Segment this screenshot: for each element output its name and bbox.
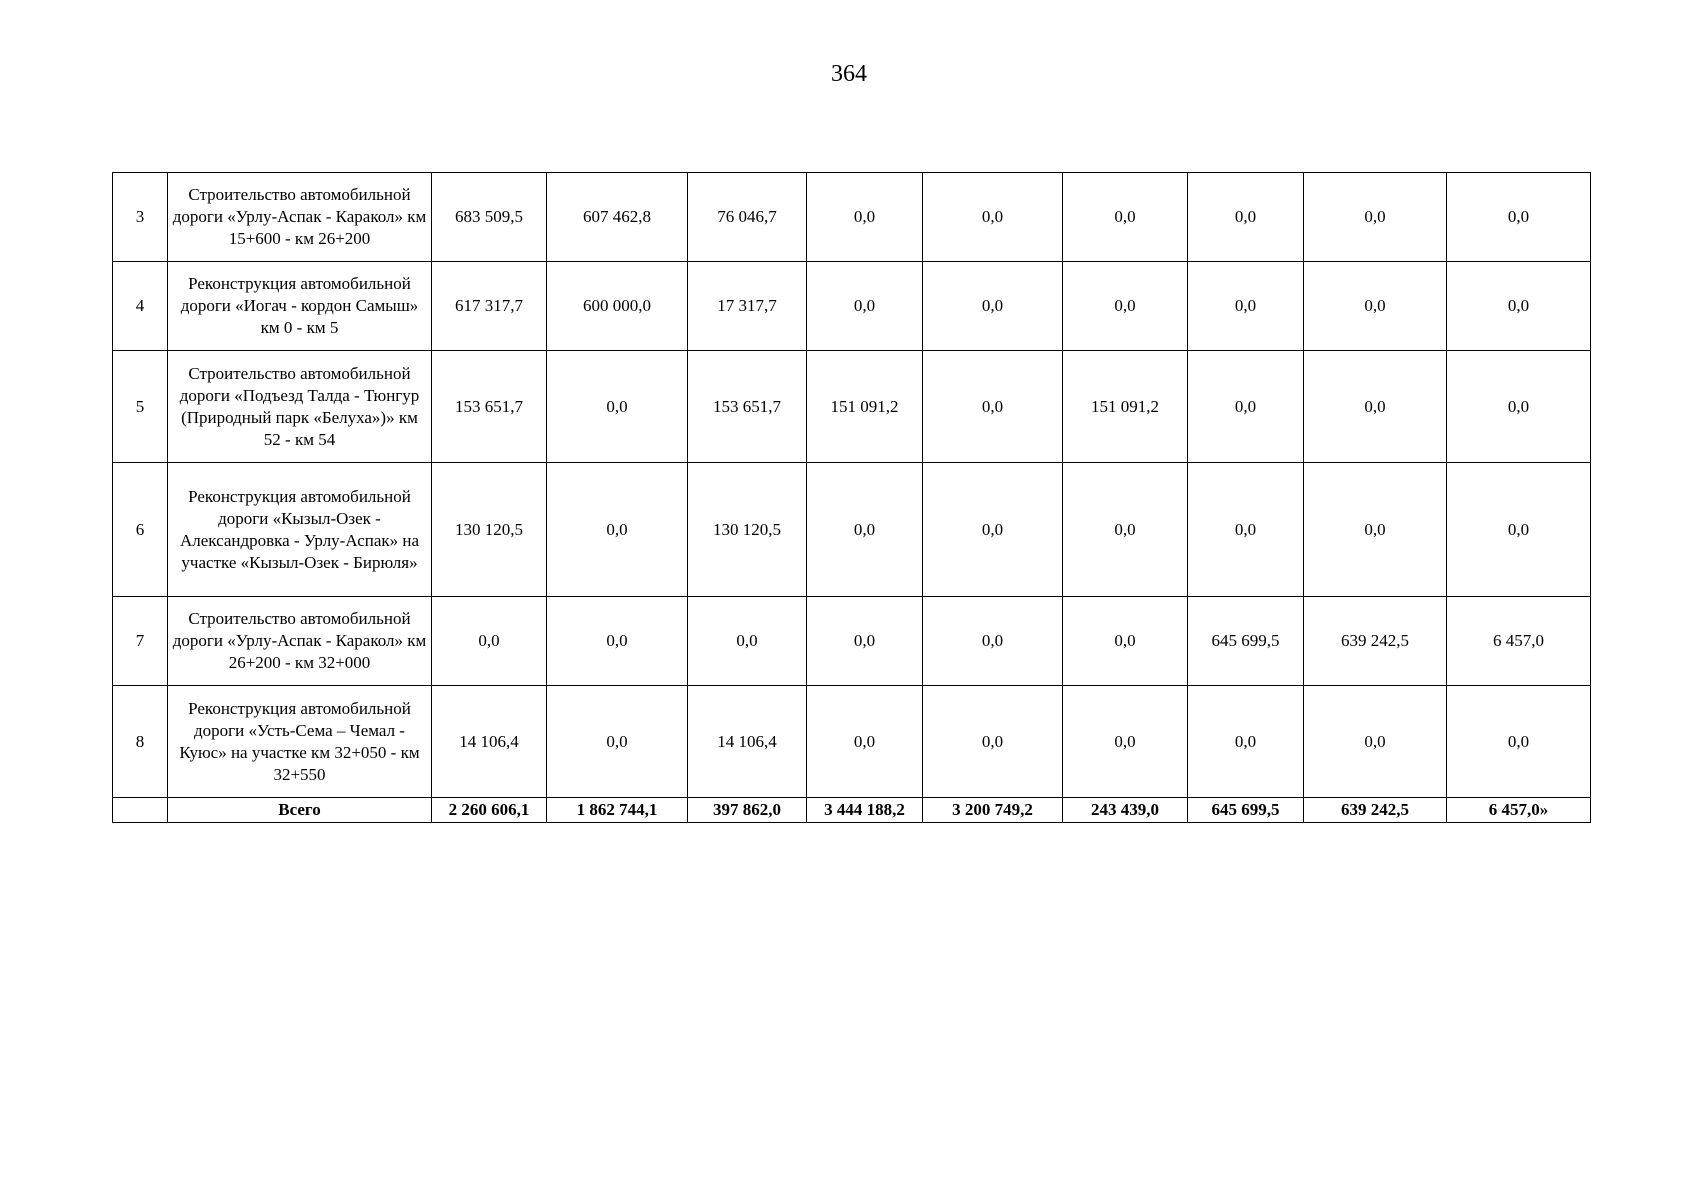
- value-cell: 0,0: [807, 463, 923, 597]
- value-cell: 0,0: [1304, 173, 1447, 262]
- value-cell: 6 457,0: [1447, 597, 1591, 686]
- value-cell: 0,0: [1304, 686, 1447, 798]
- value-cell: 0,0: [807, 597, 923, 686]
- value-cell: 151 091,2: [1063, 351, 1188, 463]
- value-cell: 0,0: [923, 686, 1063, 798]
- value-cell: 0,0: [1447, 463, 1591, 597]
- value-cell: 0,0: [807, 262, 923, 351]
- value-cell: 0,0: [1447, 173, 1591, 262]
- total-value-cell: 3 444 188,2: [807, 798, 923, 823]
- value-cell: 0,0: [547, 463, 688, 597]
- value-cell: 0,0: [688, 597, 807, 686]
- table-row: [113, 173, 1591, 262]
- value-cell: 0,0: [1304, 351, 1447, 463]
- value-cell: 151 091,2: [807, 351, 923, 463]
- value-cell: 0,0: [1447, 686, 1591, 798]
- value-cell: 0,0: [547, 597, 688, 686]
- page-number: 364: [831, 61, 867, 87]
- value-cell: 0,0: [1063, 686, 1188, 798]
- table-row: [113, 262, 1591, 351]
- row-number: 3: [113, 173, 168, 262]
- value-cell: 645 699,5: [1188, 597, 1304, 686]
- value-cell: 0,0: [1063, 262, 1188, 351]
- table-row: [113, 686, 1591, 798]
- value-cell: 0,0: [1188, 463, 1304, 597]
- value-cell: 17 317,7: [688, 262, 807, 351]
- object-name: Строительство автомобильной дороги «Подъезд Талда - Тюнгур (Природный парк «Белуха»)» км 52 - км 54: [168, 351, 432, 463]
- value-cell: 617 317,7: [432, 262, 547, 351]
- value-cell: 0,0: [432, 597, 547, 686]
- value-cell: 0,0: [547, 351, 688, 463]
- row-number: 6: [113, 463, 168, 597]
- value-cell: 0,0: [1188, 351, 1304, 463]
- value-cell: 0,0: [923, 351, 1063, 463]
- table-row: [113, 351, 1591, 463]
- total-value-cell: 6 457,0»: [1447, 798, 1591, 823]
- total-value-cell: 1 862 744,1: [547, 798, 688, 823]
- total-row: [113, 798, 1591, 823]
- total-value-cell: 639 242,5: [1304, 798, 1447, 823]
- object-name: Строительство автомобильной дороги «Урлу-Аспак - Каракол» км 15+600 - км 26+200: [168, 173, 432, 262]
- value-cell: 0,0: [1304, 463, 1447, 597]
- row-number: 4: [113, 262, 168, 351]
- value-cell: 0,0: [807, 686, 923, 798]
- row-number: 7: [113, 597, 168, 686]
- value-cell: 14 106,4: [688, 686, 807, 798]
- row-number: [113, 798, 168, 823]
- value-cell: 0,0: [923, 463, 1063, 597]
- object-name: Строительство автомобильной дороги «Урлу-Аспак - Каракол» км 26+200 - км 32+000: [168, 597, 432, 686]
- value-cell: 0,0: [1447, 262, 1591, 351]
- value-cell: 14 106,4: [432, 686, 547, 798]
- value-cell: 0,0: [1063, 597, 1188, 686]
- value-cell: 130 120,5: [432, 463, 547, 597]
- value-cell: 639 242,5: [1304, 597, 1447, 686]
- total-value-cell: 2 260 606,1: [432, 798, 547, 823]
- value-cell: 0,0: [1188, 686, 1304, 798]
- value-cell: 130 120,5: [688, 463, 807, 597]
- value-cell: 0,0: [1063, 463, 1188, 597]
- value-cell: 76 046,7: [688, 173, 807, 262]
- value-cell: 0,0: [1188, 173, 1304, 262]
- total-value-cell: 243 439,0: [1063, 798, 1188, 823]
- total-value-cell: 3 200 749,2: [923, 798, 1063, 823]
- total-value-cell: 397 862,0: [688, 798, 807, 823]
- total-label: Всего: [168, 798, 432, 823]
- value-cell: 607 462,8: [547, 173, 688, 262]
- object-name: Реконструкция автомобильной дороги «Кызыл-Озек - Александровка - Урлу-Аспак» на участке «Кызыл-Озек - Бирюля»: [168, 463, 432, 597]
- value-cell: 0,0: [1063, 173, 1188, 262]
- value-cell: 683 509,5: [432, 173, 547, 262]
- row-number: 8: [113, 686, 168, 798]
- value-cell: 153 651,7: [688, 351, 807, 463]
- total-value-cell: 645 699,5: [1188, 798, 1304, 823]
- value-cell: 0,0: [923, 173, 1063, 262]
- value-cell: 0,0: [807, 173, 923, 262]
- value-cell: 153 651,7: [432, 351, 547, 463]
- value-cell: 0,0: [1304, 262, 1447, 351]
- value-cell: 0,0: [547, 686, 688, 798]
- object-name: Реконструкция автомобильной дороги «Усть-Сема – Чемал - Куюс» на участке км 32+050 - км 32+550: [168, 686, 432, 798]
- value-cell: 0,0: [923, 597, 1063, 686]
- table-body: [113, 173, 1591, 823]
- value-cell: 600 000,0: [547, 262, 688, 351]
- value-cell: 0,0: [1447, 351, 1591, 463]
- value-cell: 0,0: [1188, 262, 1304, 351]
- row-number: 5: [113, 351, 168, 463]
- financing-table: [112, 172, 1591, 823]
- table-row: [113, 463, 1591, 597]
- object-name: Реконструкция автомобильной дороги «Иогач - кордон Самыш» км 0 - км 5: [168, 262, 432, 351]
- table-row: [113, 597, 1591, 686]
- value-cell: 0,0: [923, 262, 1063, 351]
